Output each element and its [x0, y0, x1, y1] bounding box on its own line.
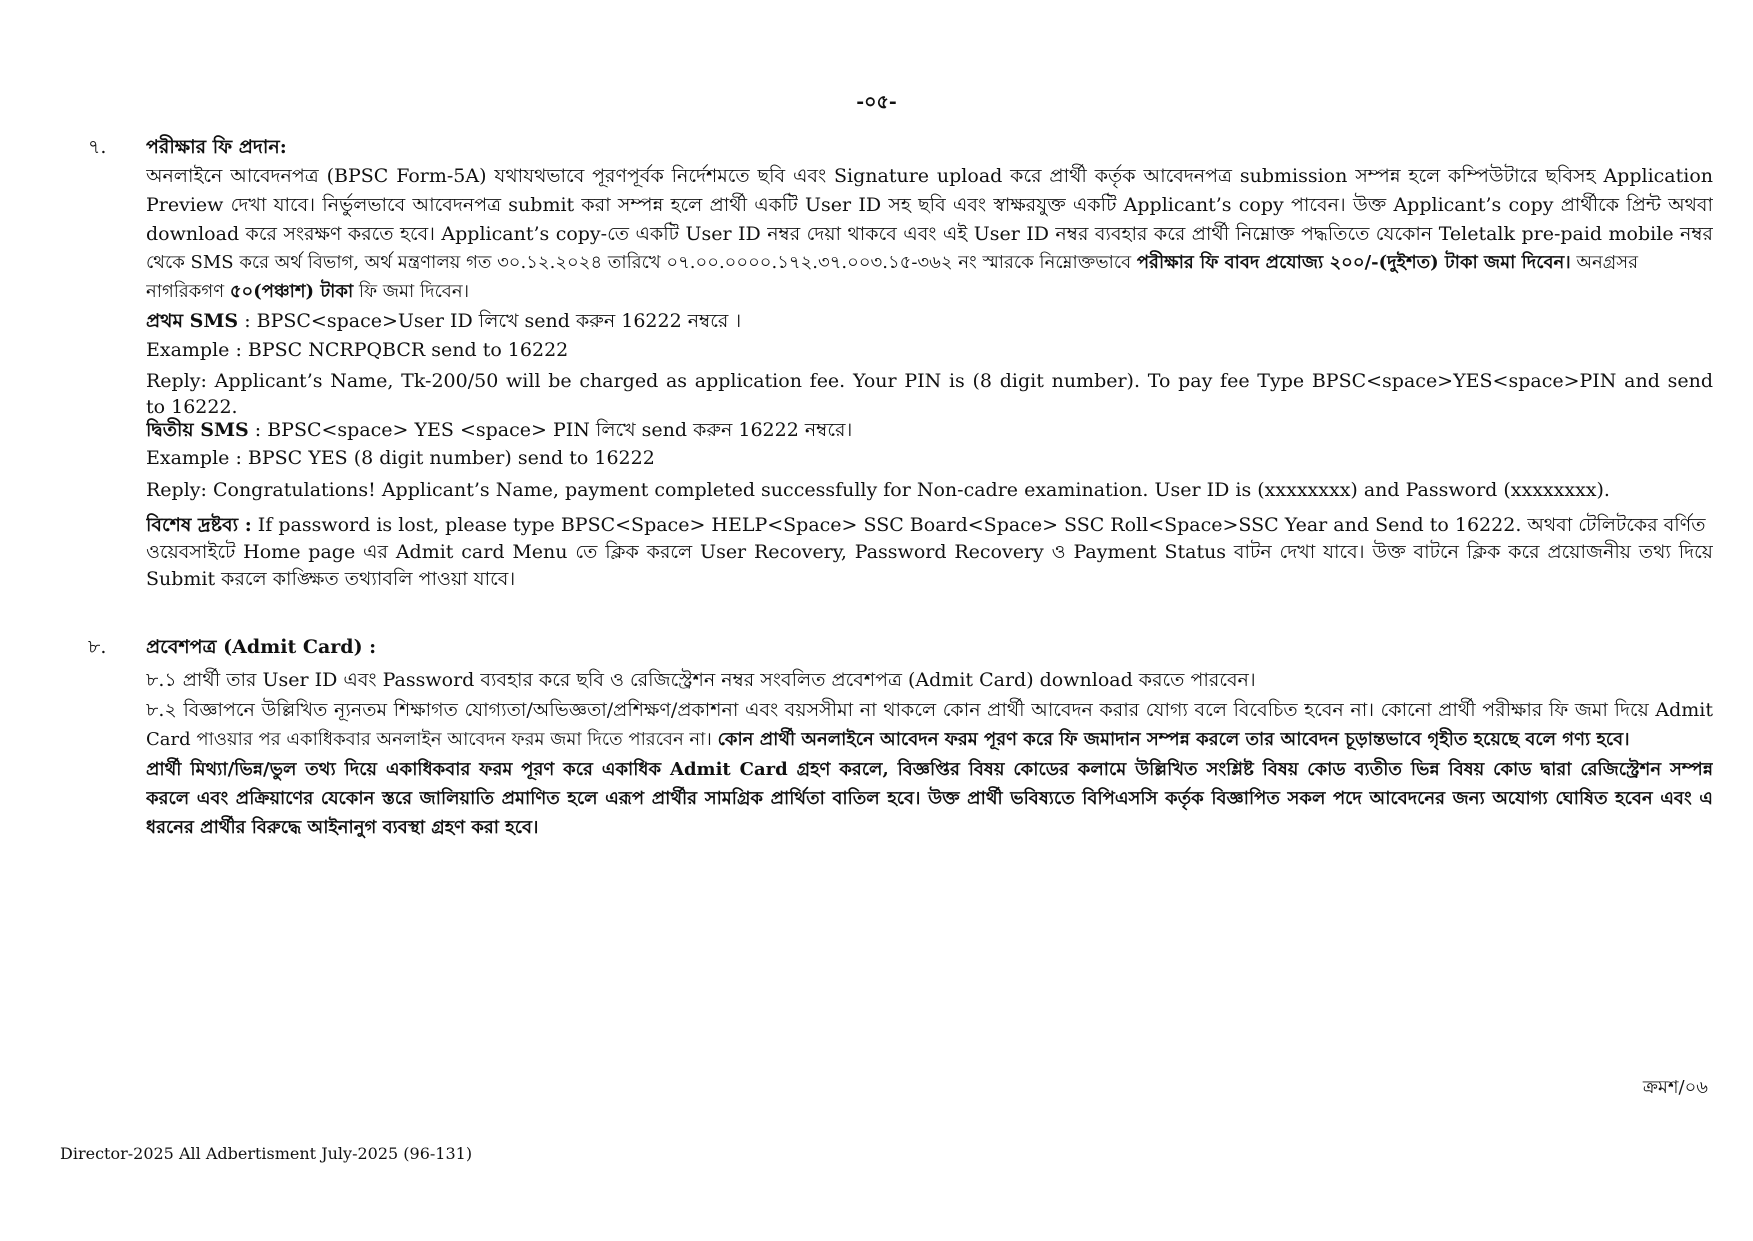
text: ফি জমা দিবেন। [358, 281, 470, 302]
first-sms-label: প্রথম SMS [146, 310, 239, 332]
bold-text: কোন প্রার্থী অনলাইনে আবেদন ফরম পূরণ করে ফি জমাদান সম্পন্ন করলে তার আবেদন চূড়ান্তভাবে গৃহীত হয়েছে বলে গণ্য হবে। [717, 729, 1630, 750]
paragraph-line: download করে সংরক্ষণ করতে হবে। Applicant’s copy-তে একটি User ID নম্বর দেয়া থাকবে এবং এই User ID নম্বর ব্যবহার করে প্রার্থী নিম্নোক্ত পদ্ধতিতে যেকোন Teletalk pre-paid mobile নম্বর [146, 223, 1713, 245]
first-sms-text: : BPSC<space>User ID লিখে send করুন 16222 নম্বরে । [244, 310, 742, 332]
text: অনগ্রসর [1576, 252, 1638, 273]
continued-marker: ক্রমশ/০৬ [1642, 1077, 1708, 1098]
item-8-2-line: করলে এবং প্রক্রিয়াণের যেকোন স্তরে জালিয়াতি প্রমাণিত হলে এরূপ প্রার্থীর সামগ্রিক প্রার্থিতা বাতিল হবে। উক্ত প্রার্থী ভবিষ্যতে বিপিএসসি কর্তৃক বিজ্ঞাপিত সকল পদে আবেদনের জন্য অযোগ্য ঘোষিত হবেন এবং এ [146, 788, 1713, 809]
text: থেকে SMS করে অর্থ বিভাগ, অর্থ মন্ত্রণালয় গত ৩০.১২.২০২৪ তারিখে ০৭.০০.০০০০.১৭২.৩৭.০০৩.১৫-৩৬২ নং স্মারকে নিম্নোক্তভাবে [146, 252, 1132, 273]
section-number: ৮. [88, 636, 107, 658]
example-2: Example : BPSC YES (8 digit number) send to 16222 [146, 447, 655, 469]
item-8-2-line: ধরনের প্রার্থীর বিরুদ্ধে আইনানুগ ব্যবস্থা গ্রহণ করা হবে। [146, 817, 539, 838]
paragraph-line: Preview দেখা যাবে। নির্ভুলভাবে আবেদনপত্র submit করা সম্পন্ন হলে প্রার্থী একটি User ID সহ ছবি এবং স্বাক্ষরযুক্ত একটি Applicant’s copy পাবেন। উক্ত Applicant’s copy প্রার্থীকে প্রিন্ট অথবা [146, 194, 1713, 216]
reduced-fee-text: ৫০(পঞ্চাশ) টাকা [229, 281, 354, 302]
special-note-line: Submit করলে কাঙ্ক্ষিত তথ্যাবলি পাওয়া যাবে। [146, 568, 516, 590]
special-note-line: ওয়েবসাইটে Home page এর Admit card Menu তে ক্লিক করলে User Recovery, Password Recovery ও Payment Status বাটন দেখা যাবে। উক্ত বাটনে ক্লিক করে প্রয়োজনীয় তথ্য দিয়ে [146, 541, 1713, 563]
first-sms [146, 308, 1713, 334]
section-number: ৭. [88, 136, 107, 158]
reply-2: Reply: Congratulations! Applicant’s Name, payment completed successfully for Non-cadre examination. User ID is (xxxxxxxx) and Password (xxxxxxxx). [146, 479, 1610, 501]
reply-1: Reply: Applicant’s Name, Tk-200/50 will be charged as application fee. Your PIN is (8 digit number). To pay fee Type BPSC<space>YES<space>PIN and send [146, 370, 1713, 392]
paragraph-line [146, 250, 1713, 276]
footer-text: Director-2025 All Adbertisment July-2025 (96-131) [60, 1144, 473, 1163]
text: Card পাওয়ার পর একাধিকবার অনলাইন আবেদন ফরম জমা দিতে পারবেন না। [146, 729, 712, 750]
section-title: পরীক্ষার ফি প্রদান: [146, 136, 287, 158]
second-sms-text: : BPSC<space> YES <space> PIN লিখে send করুন 16222 নম্বরে। [254, 419, 853, 441]
fee-amount-text: পরীক্ষার ফি বাবদ প্রযোজ্য ২০০/-(দুইশত) টাকা জমা দিবেন। [1136, 252, 1571, 273]
special-note [146, 512, 1713, 538]
paragraph-line: অনলাইনে আবেদনপত্র (BPSC Form-5A) যথাযথভাবে পূরণপূর্বক নির্দেশমতে ছবি এবং Signature upload করে প্রার্থী কর্তৃক আবেদনপত্র submission সম্পন্ন হলে কম্পিউটারে ছবিসহ Application [146, 165, 1713, 187]
item-8-2-line [146, 727, 1713, 753]
text: নাগরিকগণ [146, 281, 225, 302]
second-sms [146, 417, 1713, 443]
section-title: প্রবেশপত্র (Admit Card) : [146, 636, 377, 658]
special-note-text: If password is lost, please type BPSC<Space> HELP<Space> SSC Board<Space> SSC Roll<Space>SSC Year and Send to 16222. অথবা টেলিটকের বর্ণিত [257, 514, 1706, 536]
item-8-2-line: প্রার্থী মিথ্যা/ভিন্ন/ভুল তথ্য দিয়ে একাধিকবার ফরম পূরণ করে একাধিক Admit Card গ্রহণ করলে, বিজ্ঞপ্তির বিষয় কোডের কলামে উল্লিখিত সংশ্লিষ্ট বিষয় কোড ব্যতীত ভিন্ন বিষয় কোড দ্বারা রেজিস্ট্রেশন সম্পন্ন [146, 759, 1713, 780]
paragraph-line [146, 279, 1713, 305]
item-8-2: ৮.২ বিজ্ঞাপনে উল্লিখিত ন্যূনতম শিক্ষাগত যোগ্যতা/অভিজ্ঞতা/প্রশিক্ষণ/প্রকাশনা এবং বয়সসীমা না থাকলে কোন প্রার্থী আবেদন করার যোগ্য বলে বিবেচিত হবেন না। কোনো প্রার্থী পরীক্ষার ফি জমা দিয়ে Admit [146, 699, 1713, 721]
example-1: Example : BPSC NCRPQBCR send to 16222 [146, 339, 569, 361]
special-note-label: বিশেষ দ্রষ্টব্য : [146, 514, 252, 536]
second-sms-label: দ্বিতীয় SMS [146, 419, 249, 441]
page-number: -০৫- [856, 91, 897, 113]
reply-1-cont: to 16222. [146, 396, 238, 418]
item-8-1: ৮.১ প্রার্থী তার User ID এবং Password ব্যবহার করে ছবি ও রেজিস্ট্রেশন নম্বর সংবলিত প্রবেশপত্র (Admit Card) download করতে পারবেন। [146, 669, 1256, 691]
